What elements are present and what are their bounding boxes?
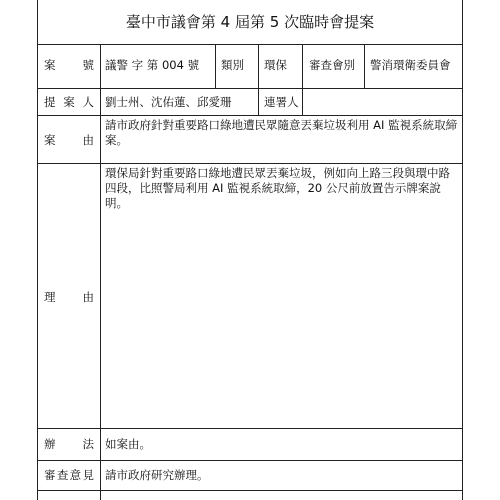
reason-label: 理 由 [44, 290, 94, 304]
divider-review-label [302, 44, 303, 115]
case-number-value: 議警 字 第 004 號 [105, 58, 200, 72]
method-value: 如案由。 [105, 437, 151, 451]
label-column-divider [100, 44, 101, 500]
category-label: 類別 [221, 58, 244, 72]
reason-value: 環保局針對重要路口綠地遭民眾丟棄垃圾，例如向上路三段與環中路四段，比照警局利用 AI 監視系統取締，20 公尺前放置告示牌案說明。 [105, 166, 450, 210]
page-title: 臺中市議會第 4 屆第 5 次臨時會提案 [125, 13, 375, 31]
method-label: 辦 法 [44, 437, 94, 451]
review-committee-value: 警消環衛委員會 [370, 58, 451, 72]
subject-label: 案 由 [44, 133, 94, 147]
review-opinion-value: 請市政府研究辦理。 [105, 468, 209, 482]
category-value: 環保 [264, 58, 287, 72]
proposer-label: 提 案 人 [44, 95, 94, 109]
cosigner-label: 連署人 [264, 95, 299, 109]
divider-category-value [258, 44, 259, 115]
divider-review-value [364, 44, 365, 88]
subject-value: 請市政府針對重要路口綠地遭民眾隨意丟棄垃圾利用 AI 監視系統取締案。 [105, 118, 458, 147]
review-committee-label: 審查會別 [309, 58, 355, 72]
proposer-value: 劉士州、沈佑蓮、邱愛珊 [105, 95, 232, 109]
case-number-label: 案 號 [44, 58, 94, 72]
divider-category-label [215, 44, 216, 88]
review-opinion-label: 審查意見 [44, 468, 94, 482]
